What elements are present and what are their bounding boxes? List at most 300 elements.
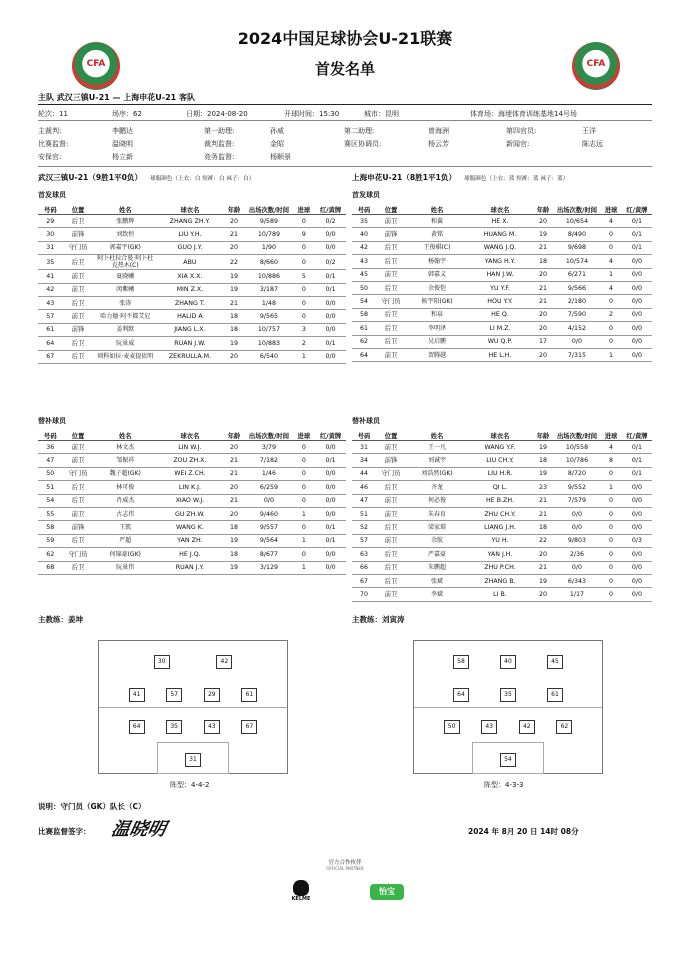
away-starters-label: 首发球员 bbox=[352, 191, 380, 199]
table-cell: 10/757 bbox=[245, 323, 292, 336]
table-row bbox=[38, 323, 346, 336]
table-cell: 后卫 bbox=[376, 481, 406, 494]
column-header: 红/黄牌 bbox=[315, 204, 346, 215]
official-name: 杨云芳 bbox=[428, 140, 449, 148]
table-cell: 5 bbox=[293, 270, 316, 283]
table-cell: 0/2 bbox=[315, 255, 346, 270]
table-cell: 前锋 bbox=[63, 228, 94, 241]
table-cell: 68 bbox=[38, 561, 63, 574]
table-cell: 0 bbox=[600, 534, 622, 547]
table-row bbox=[352, 548, 652, 561]
table-cell: 19 bbox=[532, 228, 554, 241]
jersey-icon: 35 bbox=[166, 720, 182, 734]
table-row bbox=[352, 588, 652, 601]
table-cell: YU Y.F. bbox=[468, 281, 532, 294]
table-cell: 63 bbox=[352, 548, 376, 561]
home-starters-table bbox=[38, 204, 346, 364]
table-cell: 刘诚宇 bbox=[406, 454, 468, 467]
table-row bbox=[38, 337, 346, 350]
table-cell: JIANG L.X. bbox=[157, 323, 223, 336]
table-cell: RUAN J.Y. bbox=[157, 561, 223, 574]
home-team-title bbox=[38, 172, 254, 183]
table-cell: 3/129 bbox=[245, 561, 292, 574]
jersey-icon: 61 bbox=[241, 688, 257, 702]
table-row bbox=[352, 308, 652, 321]
table-cell: 肖威杰 bbox=[93, 494, 157, 507]
table-cell: 1/46 bbox=[245, 467, 292, 480]
column-header: 年龄 bbox=[532, 430, 554, 441]
table-cell: 0 bbox=[293, 441, 316, 454]
column-header: 出场次数/时间 bbox=[245, 430, 292, 441]
table-row bbox=[352, 507, 652, 520]
table-cell: 0/3 bbox=[622, 534, 652, 547]
official-role: 赛区协调员: bbox=[344, 140, 382, 148]
column-header: 位置 bbox=[376, 430, 406, 441]
table-row bbox=[352, 228, 652, 241]
table-cell: 0/1 bbox=[622, 215, 652, 228]
table-cell: 前锋 bbox=[63, 323, 94, 336]
table-cell: 王凯 bbox=[93, 521, 157, 534]
table-cell: 后卫 bbox=[376, 335, 406, 348]
table-cell: 8/677 bbox=[245, 548, 292, 561]
jersey-icon: 31 bbox=[185, 753, 201, 767]
table-cell: 62 bbox=[38, 548, 63, 561]
table-cell: 1 bbox=[600, 348, 622, 361]
table-cell: 前锋 bbox=[376, 454, 406, 467]
table-cell: GUO J.Y. bbox=[157, 241, 223, 254]
table-cell: 0/2 bbox=[315, 215, 346, 228]
table-cell: 0/0 bbox=[622, 588, 652, 601]
table-cell: 0/0 bbox=[315, 561, 346, 574]
column-header: 球衣名 bbox=[157, 430, 223, 441]
table-cell: 21 bbox=[532, 507, 554, 520]
column-header: 号码 bbox=[352, 430, 376, 441]
column-header: 号码 bbox=[38, 430, 63, 441]
jersey-icon: 45 bbox=[547, 655, 563, 669]
column-header: 年龄 bbox=[223, 204, 246, 215]
table-cell: 前卫 bbox=[63, 270, 94, 283]
table-cell: 李明泽 bbox=[406, 322, 468, 335]
table-cell: 20 bbox=[223, 350, 246, 363]
table-cell: 贺腾越 bbox=[406, 348, 468, 361]
home-starters-label: 首发球员 bbox=[38, 191, 66, 199]
official-role: 新闻官: bbox=[506, 140, 530, 148]
table-cell: 59 bbox=[38, 534, 63, 547]
column-header: 球衣名 bbox=[468, 204, 532, 215]
table-cell: ZHANG ZH.Y. bbox=[157, 215, 223, 228]
table-cell: 47 bbox=[38, 454, 63, 467]
table-cell: 0 bbox=[293, 241, 316, 254]
kickoff: 开球时间：15:30 bbox=[284, 110, 340, 118]
table-cell: 0/0 bbox=[622, 268, 652, 281]
table-row bbox=[38, 310, 346, 323]
table-cell: 守门员 bbox=[376, 295, 406, 308]
table-cell: 后卫 bbox=[63, 534, 94, 547]
table-cell: ABU bbox=[157, 255, 223, 270]
column-header: 球衣名 bbox=[468, 430, 532, 441]
table-cell: 21 bbox=[223, 296, 246, 309]
table-cell: 0/1 bbox=[315, 270, 346, 283]
table-cell: 后卫 bbox=[376, 548, 406, 561]
column-header: 姓名 bbox=[406, 430, 468, 441]
table-cell: 郭嘉宇(GK) bbox=[93, 241, 157, 254]
table-row bbox=[352, 574, 652, 587]
table-cell: 42 bbox=[352, 241, 376, 254]
table-cell: 0/0 bbox=[245, 494, 292, 507]
divider bbox=[38, 104, 652, 105]
official-name: 金昭 bbox=[270, 140, 284, 148]
table-cell: 18 bbox=[223, 310, 246, 323]
table-cell: 21 bbox=[223, 467, 246, 480]
table-cell: 何必俊 bbox=[406, 494, 468, 507]
table-cell: 1 bbox=[600, 268, 622, 281]
table-cell: YU H. bbox=[468, 534, 532, 547]
table-cell: 守门员 bbox=[63, 467, 94, 480]
table-cell: 前卫 bbox=[376, 348, 406, 361]
table-cell: 10/786 bbox=[554, 454, 600, 467]
away-pitch bbox=[413, 640, 603, 774]
table-cell: 31 bbox=[38, 241, 63, 254]
table-row bbox=[352, 454, 652, 467]
table-cell: 张涛 bbox=[93, 296, 157, 309]
table-cell: MIN Z.X. bbox=[157, 283, 223, 296]
column-header: 年龄 bbox=[223, 430, 246, 441]
table-cell: 4 bbox=[600, 281, 622, 294]
table-cell: 0/1 bbox=[622, 454, 652, 467]
table-cell: 何锦豪(GK) bbox=[93, 548, 157, 561]
table-cell: 0 bbox=[600, 494, 622, 507]
city: 城市：昆明 bbox=[364, 110, 399, 118]
table-cell: 余航 bbox=[406, 534, 468, 547]
table-cell: LIU H.R. bbox=[468, 467, 532, 480]
table-cell: LIU Y.H. bbox=[157, 228, 223, 241]
table-cell: 34 bbox=[352, 454, 376, 467]
table-cell: 18 bbox=[223, 548, 246, 561]
away-coach: 主教练：刘寅涛 bbox=[352, 615, 405, 624]
table-cell: 20 bbox=[223, 507, 246, 520]
table-cell: 19 bbox=[223, 270, 246, 283]
table-row bbox=[352, 534, 652, 547]
table-cell: 黄铭 bbox=[406, 228, 468, 241]
table-cell: 23 bbox=[532, 481, 554, 494]
table-cell: ZHU P.CH. bbox=[468, 561, 532, 574]
table-cell: 20 bbox=[532, 322, 554, 335]
table-cell: 邹振祥 bbox=[93, 454, 157, 467]
table-cell: 19 bbox=[532, 574, 554, 587]
table-cell: 3/187 bbox=[245, 283, 292, 296]
table-cell: 0/0 bbox=[315, 296, 346, 309]
table-cell: 0/1 bbox=[622, 241, 652, 254]
table-cell: 0 bbox=[293, 494, 316, 507]
table-row bbox=[38, 454, 346, 467]
table-cell: 45 bbox=[352, 268, 376, 281]
table-cell: 0/0 bbox=[622, 561, 652, 574]
page-subtitle: 首发名单 bbox=[314, 60, 375, 78]
table-cell: LIN K.J. bbox=[157, 481, 223, 494]
table-cell: 29 bbox=[38, 215, 63, 228]
table-cell: 1 bbox=[293, 534, 316, 547]
table-cell: 0 bbox=[600, 521, 622, 534]
table-header-row bbox=[38, 430, 346, 441]
jersey-icon: 54 bbox=[500, 753, 516, 767]
table-cell: 0 bbox=[600, 588, 622, 601]
table-cell: HALID A bbox=[157, 310, 223, 323]
table-cell: 前锋 bbox=[376, 228, 406, 241]
table-cell: 刘浩然(GK) bbox=[406, 467, 468, 480]
table-row bbox=[352, 295, 652, 308]
table-cell: 2/36 bbox=[554, 548, 600, 561]
jersey-icon: 30 bbox=[154, 655, 170, 669]
table-cell: 0/0 bbox=[622, 348, 652, 361]
table-cell: 44 bbox=[352, 467, 376, 480]
table-cell: 20 bbox=[532, 215, 554, 228]
table-cell: 朱鹏超 bbox=[406, 561, 468, 574]
table-cell: YAN J.H. bbox=[468, 548, 532, 561]
table-cell: 20 bbox=[532, 588, 554, 601]
table-header-row bbox=[352, 204, 652, 215]
table-row bbox=[38, 561, 346, 574]
table-row bbox=[352, 268, 652, 281]
official-name: 王洋 bbox=[582, 127, 596, 135]
table-cell: 52 bbox=[352, 521, 376, 534]
table-cell: 梁家璟 bbox=[406, 521, 468, 534]
official-role: 第一助理: bbox=[204, 127, 235, 135]
table-cell: 0/1 bbox=[622, 467, 652, 480]
table-cell: 前卫 bbox=[376, 588, 406, 601]
table-cell: 0/0 bbox=[315, 548, 346, 561]
table-cell: HAN J.W. bbox=[468, 268, 532, 281]
table-cell: 19 bbox=[223, 561, 246, 574]
table-row bbox=[352, 335, 652, 348]
table-cell: 0 bbox=[600, 467, 622, 480]
column-header: 进球 bbox=[600, 204, 622, 215]
table-cell: 前卫 bbox=[63, 441, 94, 454]
table-cell: HE X. bbox=[468, 215, 532, 228]
table-cell: 前卫 bbox=[376, 268, 406, 281]
table-cell: 后卫 bbox=[63, 481, 94, 494]
table-cell: 8/660 bbox=[245, 255, 292, 270]
table-cell: 21 bbox=[223, 228, 246, 241]
table-cell: 43 bbox=[352, 255, 376, 268]
pitch-halfway bbox=[414, 707, 602, 708]
column-header: 位置 bbox=[63, 430, 94, 441]
table-cell: 阿卜杜拉合曼·阿卜杜克热木(C) bbox=[93, 255, 157, 270]
table-cell: 10/558 bbox=[554, 441, 600, 454]
table-cell: 2 bbox=[600, 308, 622, 321]
table-row bbox=[38, 481, 346, 494]
table-cell: HE J.Q. bbox=[157, 548, 223, 561]
table-cell: 0/0 bbox=[622, 281, 652, 294]
table-cell: 阮景伟 bbox=[93, 561, 157, 574]
column-header: 姓名 bbox=[93, 430, 157, 441]
table-cell: YAN ZH. bbox=[157, 534, 223, 547]
jersey-icon: 61 bbox=[547, 688, 563, 702]
column-header: 号码 bbox=[352, 204, 376, 215]
table-cell: 后卫 bbox=[376, 241, 406, 254]
table-cell: 10/883 bbox=[245, 337, 292, 350]
table-cell: 1 bbox=[293, 350, 316, 363]
table-cell: 刘致恒 bbox=[93, 228, 157, 241]
table-cell: 0/0 bbox=[315, 467, 346, 480]
table-cell: 57 bbox=[352, 534, 376, 547]
table-cell: 0/0 bbox=[622, 295, 652, 308]
table-cell: 0 bbox=[293, 521, 316, 534]
official-role: 比赛监督: bbox=[38, 140, 69, 148]
table-cell: 8 bbox=[600, 454, 622, 467]
table-row bbox=[352, 255, 652, 268]
table-cell: 严嘉豪 bbox=[406, 548, 468, 561]
table-cell: 3/79 bbox=[245, 441, 292, 454]
table-cell: 54 bbox=[38, 494, 63, 507]
table-row bbox=[352, 241, 652, 254]
table-cell: 20 bbox=[532, 348, 554, 361]
table-cell: 古志伟 bbox=[93, 507, 157, 520]
field-seq: 场序：62 bbox=[112, 110, 142, 118]
table-cell: 0 bbox=[600, 507, 622, 520]
table-cell: 0/0 bbox=[554, 335, 600, 348]
table-cell: 后卫 bbox=[376, 308, 406, 321]
column-header: 姓名 bbox=[93, 204, 157, 215]
table-cell: XIA X.X. bbox=[157, 270, 223, 283]
table-cell: 0 bbox=[600, 574, 622, 587]
table-cell: HUANG M. bbox=[468, 228, 532, 241]
table-cell: WANG K. bbox=[157, 521, 223, 534]
official-name: 孙威 bbox=[270, 127, 284, 135]
table-cell: 36 bbox=[38, 441, 63, 454]
table-cell: 21 bbox=[223, 454, 246, 467]
table-cell: 夏晓曦 bbox=[93, 270, 157, 283]
match-line: 主队 武汉三镇U-21 — 上海申花U-21 客队 bbox=[38, 93, 196, 102]
table-cell: 0 bbox=[600, 228, 622, 241]
table-row bbox=[38, 534, 346, 547]
table-cell: 0/1 bbox=[315, 454, 346, 467]
round: 轮次：11 bbox=[38, 110, 68, 118]
table-cell: 严超 bbox=[93, 534, 157, 547]
table-cell: 0/0 bbox=[315, 241, 346, 254]
table-cell: 0/0 bbox=[622, 521, 652, 534]
table-cell: 0/1 bbox=[622, 228, 652, 241]
table-cell: 58 bbox=[38, 521, 63, 534]
official-role: 安保官: bbox=[38, 153, 62, 161]
away-kit: 球服颜色（上衣：蓝 短裤：蓝 袜子：蓝） bbox=[464, 176, 569, 182]
table-cell: 李斌 bbox=[406, 588, 468, 601]
column-header: 号码 bbox=[38, 204, 63, 215]
table-cell: 0 bbox=[293, 283, 316, 296]
table-cell: 18 bbox=[532, 255, 554, 268]
table-cell: 9/566 bbox=[554, 281, 600, 294]
table-cell: 1 bbox=[293, 561, 316, 574]
table-cell: 0/0 bbox=[622, 548, 652, 561]
table-cell: 67 bbox=[352, 574, 376, 587]
jersey-icon: 50 bbox=[444, 720, 460, 734]
table-cell: 20 bbox=[532, 308, 554, 321]
column-header: 年龄 bbox=[532, 204, 554, 215]
table-cell: 50 bbox=[352, 281, 376, 294]
table-row bbox=[352, 348, 652, 361]
away-team-name: 上海申花U-21（8胜1平1负） bbox=[352, 173, 457, 182]
table-cell: 0/1 bbox=[315, 337, 346, 350]
table-cell: WU Q.P. bbox=[468, 335, 532, 348]
table-cell: 0/0 bbox=[622, 507, 652, 520]
table-cell: 林文杰 bbox=[93, 441, 157, 454]
table-cell: LIN W.J. bbox=[157, 441, 223, 454]
table-cell: 守门员 bbox=[63, 548, 94, 561]
table-cell: 0/0 bbox=[622, 308, 652, 321]
away-coach-name: 刘寅涛 bbox=[382, 615, 405, 624]
home-pitch bbox=[98, 640, 288, 774]
table-cell: 0/1 bbox=[315, 521, 346, 534]
table-cell: 杨翰宇 bbox=[406, 255, 468, 268]
table-cell: 0 bbox=[600, 322, 622, 335]
table-row bbox=[38, 241, 346, 254]
table-cell: 18 bbox=[532, 454, 554, 467]
table-cell: 0 bbox=[600, 295, 622, 308]
table-cell: 后卫 bbox=[376, 561, 406, 574]
table-cell: 齐龙 bbox=[406, 481, 468, 494]
table-cell: 19 bbox=[532, 441, 554, 454]
table-cell: 31 bbox=[352, 441, 376, 454]
table-cell: 0/0 bbox=[554, 507, 600, 520]
table-cell: 9 bbox=[293, 228, 316, 241]
table-cell: 0 bbox=[293, 481, 316, 494]
home-subs-label: 替补球员 bbox=[38, 417, 66, 425]
jersey-icon: 42 bbox=[519, 720, 535, 734]
table-cell: 闵紫曦 bbox=[93, 283, 157, 296]
column-header: 位置 bbox=[63, 204, 94, 215]
official-name: 杨顺景 bbox=[270, 153, 291, 161]
home-coach: 主教练：姜坤 bbox=[38, 615, 83, 624]
table-row bbox=[38, 507, 346, 520]
table-cell: 前卫 bbox=[63, 283, 94, 296]
table-row bbox=[38, 283, 346, 296]
table-cell: 1/48 bbox=[245, 296, 292, 309]
table-cell: 67 bbox=[38, 350, 63, 363]
table-cell: 前卫 bbox=[376, 494, 406, 507]
table-cell: WANG J.Q. bbox=[468, 241, 532, 254]
column-header: 进球 bbox=[600, 430, 622, 441]
table-cell: 22 bbox=[532, 534, 554, 547]
home-coach-name: 姜坤 bbox=[68, 615, 83, 624]
table-cell: 22 bbox=[223, 255, 246, 270]
column-header: 球衣名 bbox=[157, 204, 223, 215]
table-cell: 64 bbox=[38, 337, 63, 350]
table-cell: 前锋 bbox=[63, 521, 94, 534]
venue: 体育场：海埂体育训练基地14号场 bbox=[470, 110, 577, 118]
table-cell: 51 bbox=[352, 507, 376, 520]
table-cell: 0 bbox=[600, 548, 622, 561]
table-cell: 7/182 bbox=[245, 454, 292, 467]
table-cell: 0 bbox=[293, 454, 316, 467]
table-row bbox=[38, 548, 346, 561]
table-cell: 后卫 bbox=[63, 215, 94, 228]
table-cell: LI B. bbox=[468, 588, 532, 601]
divider bbox=[38, 120, 652, 121]
table-cell: 0 bbox=[600, 241, 622, 254]
table-cell: 0/0 bbox=[315, 481, 346, 494]
jersey-icon: 29 bbox=[204, 688, 220, 702]
table-cell: 候宇阳(GK) bbox=[406, 295, 468, 308]
table-cell: 1 bbox=[293, 507, 316, 520]
table-cell: 0/0 bbox=[315, 350, 346, 363]
column-header: 进球 bbox=[293, 430, 316, 441]
table-cell: WEI Z.CH. bbox=[157, 467, 223, 480]
official-role: 第四官员: bbox=[506, 127, 537, 135]
table-cell: 18 bbox=[532, 521, 554, 534]
table-cell: 21 bbox=[532, 494, 554, 507]
table-cell: 21 bbox=[532, 295, 554, 308]
table-row bbox=[352, 561, 652, 574]
table-cell: 王俊棋(C) bbox=[406, 241, 468, 254]
